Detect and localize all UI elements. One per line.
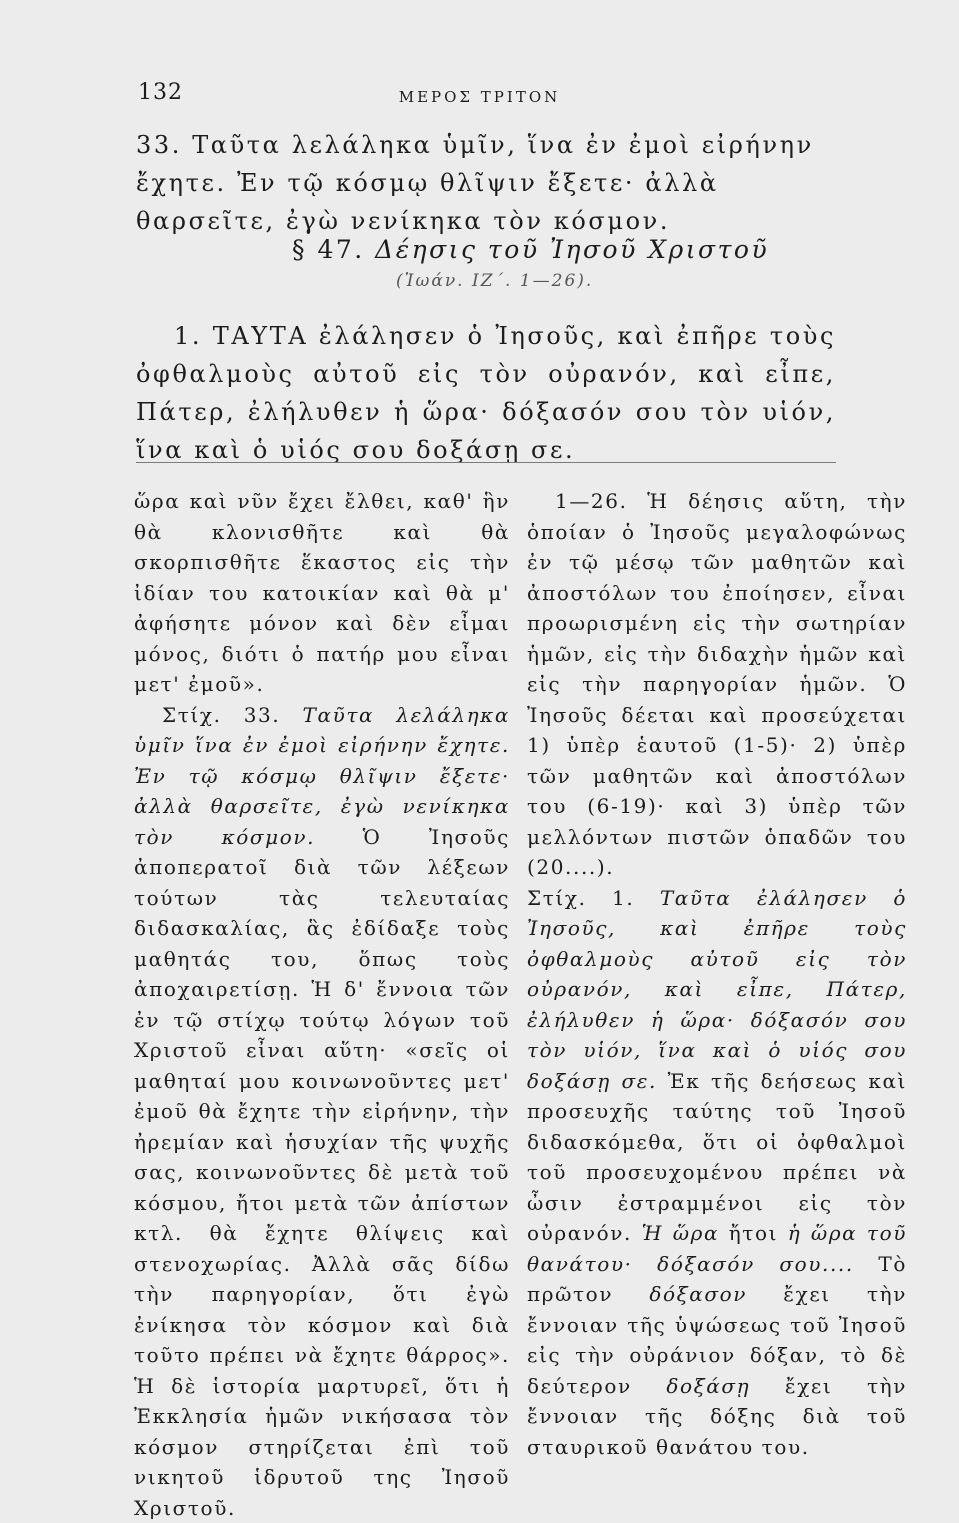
commentary-text: Ἐκ τῆς δεήσεως καὶ προσευχῆς ταύτης τοῦ Ἰησοῦ διδασκόμεθα, ὅτι οἱ ὀφθαλμοὶ τοῦ προσευχομένου πρέπει νὰ ὦσιν ἐστραμμένοι εἰς τὸν οὐρανόν.: [527, 1069, 907, 1246]
term-quote: δοξάσῃ: [666, 1374, 750, 1398]
commentary-text: Ὁ Ἰησοῦς ἀποπερατοῖ διὰ τῶν λέξεων τούτων τὰς τελευταίας διδασκαλίας, ἃς ἐδίδαξε τοὺς μαθητάς του, ὅπως τοὺς ἀποχαιρετίσῃ. Ἡ δ' ἔννοια τῶν ἐν τῷ στίχῳ τούτῳ λόγων τοῦ Χριστοῦ εἶναι αὕτη· «σεῖς οἱ μαθηταί μου κοινωνοῦντες μετ' ἐμοῦ θὰ ἔχητε τὴν εἰρήνην, τὴν ἠρεμίαν καὶ ἡσυχίαν τῆς ψυχῆς σας, κοινωνοῦντες δὲ μετὰ τοῦ κόσμου, ἤτοι μετὰ τῶν ἀπίστων κτλ. θὰ ἔχητε θλίψεις καὶ στενοχωρίας. Ἀλλὰ σᾶς δίδω τὴν παρηγορίαν, ὅτι ἐγὼ ἐνίκησα τὸν κόσμον καὶ διὰ τοῦτο πρέπει νὰ ἔχητε θάρρος». Ἡ δὲ ἱστορία μαρτυρεῖ, ὅτι ἡ Ἐκκλησία ἡμῶν νικήσασα τὸν κόσμον στηρίζεται ἐπὶ τοῦ νικητοῦ ἱδρυτοῦ της Ἰησοῦ Χριστοῦ.: [134, 825, 510, 1520]
page-number: 132: [138, 80, 183, 105]
commentary-right-column: [527, 486, 907, 1462]
verse-label: Στίχ. 1.: [527, 886, 634, 910]
verse-quote: Ταῦτα ἐλάλησεν ὁ Ἰησοῦς, καὶ ἐπῆρε τοὺς ὀφθαλμοὺς αὐτοῦ εἰς τὸν οὐρανόν, καὶ εἶπε, Πάτερ, ἐλήλυθεν ἡ ὥρα· δόξασόν σου τὸν υἱόν, ἵνα καὶ ὁ υἱός σου δοξάσῃ σε.: [527, 886, 907, 1093]
verse-quote: Ταῦτα λελάληκα ὑμῖν ἵνα ἐν ἐμοὶ εἰρήνην ἔχητε. Ἐν τῷ κόσμῳ θλῖψιν ἔξετε· ἀλλὰ θαρσεῖτε, ἐγὼ νενίκηκα τὸν κόσμον.: [134, 703, 510, 849]
commentary-paragraph: [527, 883, 907, 1463]
commentary-paragraph: ὥρα καὶ νῦν ἔχει ἔλθει, καθ' ἣν θὰ κλονισθῆτε καὶ θὰ σκορπισθῆτε ἕκαστος εἰς τὴν ἰδίαν του κατοικίαν καὶ θὰ μ' ἀφήσητε μόνον καὶ δὲν εἶμαι μόνος, διότι ὁ πατήρ μου εἶναι μετ' ἐμοῦ».: [134, 486, 510, 700]
commentary-text: Τὸ πρῶτον: [527, 1252, 907, 1307]
commentary-left-column: [134, 486, 510, 1523]
term-quote: Ἡ ὥρα: [642, 1221, 719, 1245]
section-number: § 47.: [292, 235, 365, 264]
running-head: ΜΕΡΟΣ ΤΡΙΤΟΝ: [0, 88, 959, 106]
term-quote: δόξασον: [649, 1282, 747, 1306]
verse-33: 33. Ταῦτα λελάληκα ὑμῖν, ἵνα ἐν ἐμοὶ εἰρήνην ἔχητε. Ἐν τῷ κόσμῳ θλῖψιν ἔξετε· ἀλλὰ θαρσεῖτε, ἐγὼ νενίκηκα τὸν κόσμον.: [136, 126, 836, 240]
term-quote: ἡ ὥρα τοῦ θανάτου· δόξασόν σου....: [527, 1221, 907, 1276]
commentary-text: ἔχει τὴν ἔννοιαν τῆς ὑψώσεως τοῦ Ἰησοῦ εἰς τὴν οὐράνιον δόξαν, τὸ δὲ δεύτερον: [527, 1282, 907, 1398]
divider-rule: [136, 462, 836, 463]
section-reference: (Ἰωάν. ΙΖ΄. 1—26).: [396, 271, 593, 291]
commentary-paragraph: [134, 700, 510, 1523]
verse-label: Στίχ. 33.: [162, 703, 280, 727]
commentary-text: ἔχει τὴν ἔννοιαν τῆς δόξης διὰ τοῦ σταυρικοῦ θανάτου του.: [527, 1374, 907, 1459]
commentary-paragraph: 1—26. Ἡ δέησις αὕτη, τὴν ὁποίαν ὁ Ἰησοῦς μεγαλοφώνως ἐν τῷ μέσῳ τῶν μαθητῶν καὶ ἀποστόλων του ἐποίησεν, εἶναι προωρισμένη εἰς τὴν σωτηρίαν ἡμῶν, εἰς τὴν διδαχὴν ἡμῶν καὶ εἰς τὴν παρηγορίαν ἡμῶν. Ὁ Ἰησοῦς δέεται καὶ προσεύχεται 1) ὑπὲρ ἑαυτοῦ (1-5)· 2) ὑπὲρ τῶν μαθητῶν καὶ ἀποστόλων του (6-19)· καὶ 3) ὑπὲρ τῶν μελλόντων πιστῶν ὁπαδῶν του (20....).: [527, 486, 907, 883]
commentary-text: ἤτοι: [729, 1221, 778, 1245]
section-title: Δέησις τοῦ Ἰησοῦ Χριστοῦ: [375, 235, 769, 264]
verse-1: 1. ΤΑΥΤΑ ἐλάλησεν ὁ Ἰησοῦς, καὶ ἐπῆρε τοὺς ὀφθαλμοὺς αὐτοῦ εἰς τὸν οὐρανόν, καὶ εἶπε, Πάτερ, ἐλήλυθεν ἡ ὥρα· δόξασόν σου τὸν υἱόν, ἵνα καὶ ὁ υἱός σου δοξάσῃ σε.: [136, 317, 836, 469]
section-heading: [292, 235, 769, 264]
